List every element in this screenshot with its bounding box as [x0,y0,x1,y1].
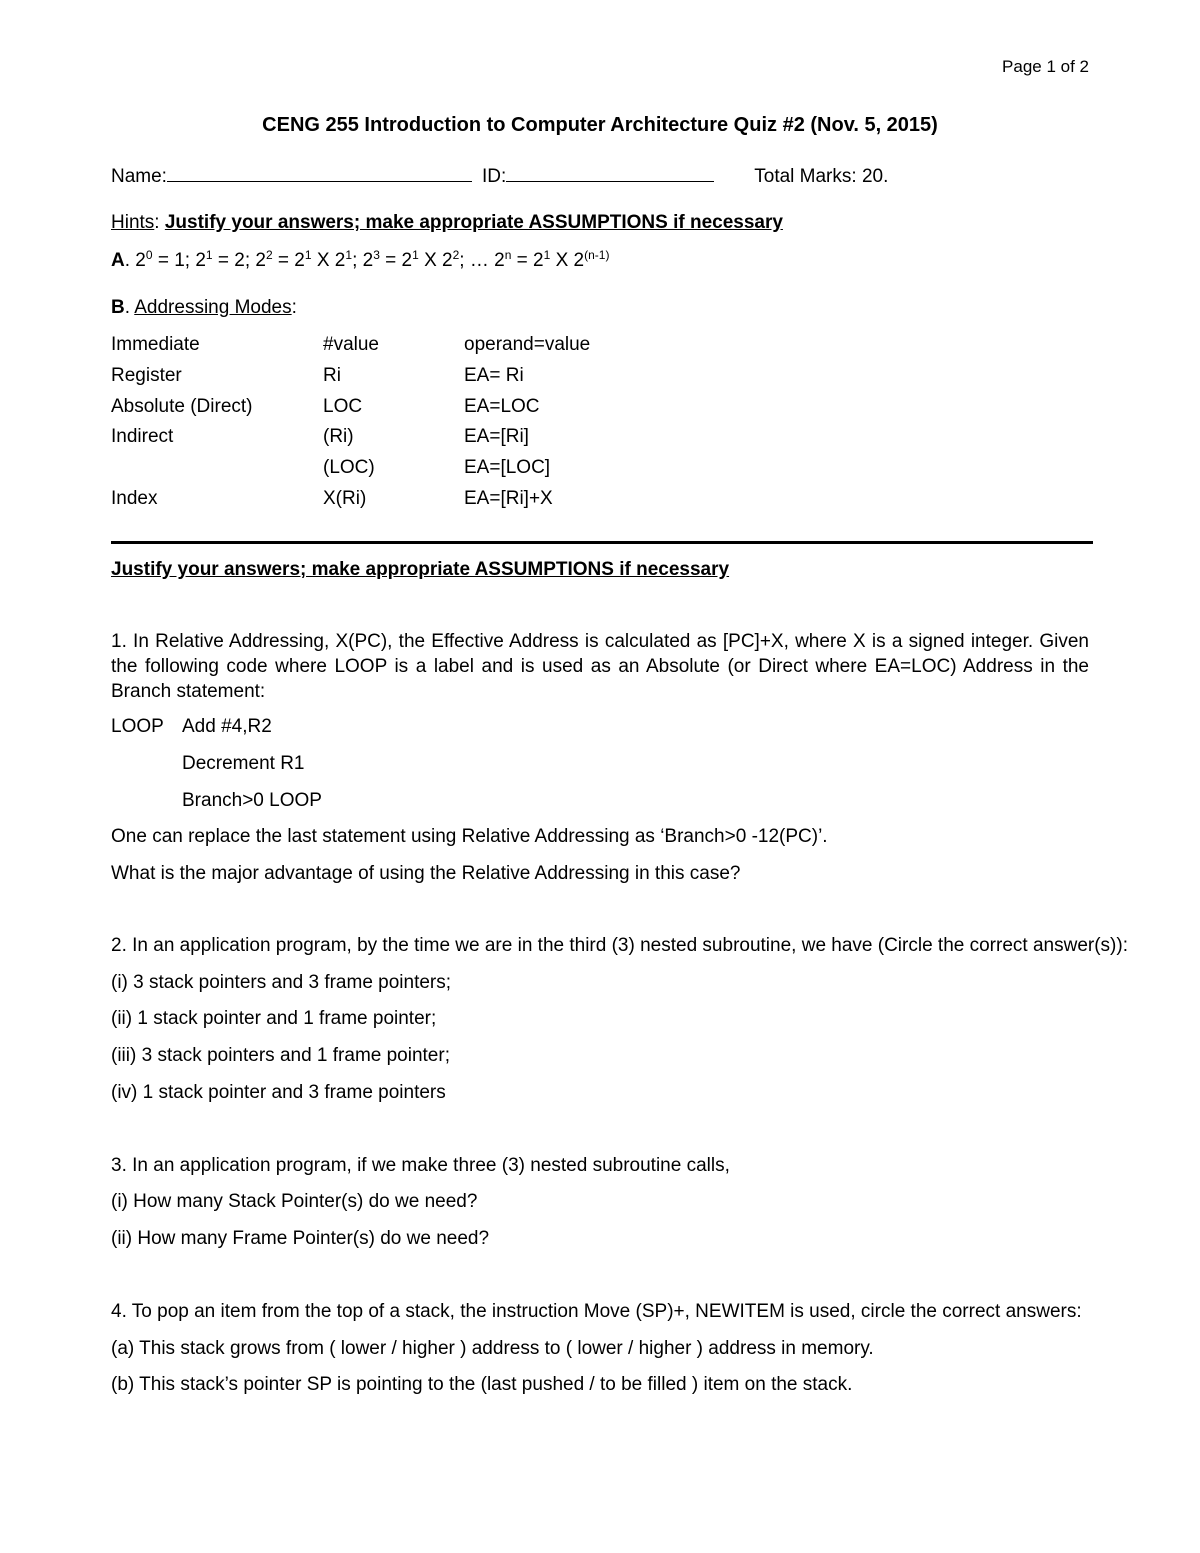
hints-label: Hints [111,212,155,233]
mode-syntax: (LOC) [323,457,375,478]
section-b-heading: B. Addressing Modes: [111,297,297,318]
question-4-part: (a) This stack grows from ( lower / higher ) address to ( lower / higher ) address in memory. [111,1338,874,1359]
page-title: CENG 255 Introduction to Computer Architecture Quiz #2 (Nov. 5, 2015) [262,114,938,136]
total-marks: Total Marks: 20. [754,166,889,187]
code-line [182,753,305,775]
question-2-option: (iv) 1 stack pointer and 3 frame pointers [111,1082,446,1103]
formula-text: ; 2 [352,250,374,271]
question-1-note: One can replace the last statement using Relative Addressing as ‘Branch>0 -12(PC)’. [111,826,828,847]
mode-ea: EA= Ri [464,365,524,386]
code-instruction: Decrement R1 [182,753,305,774]
formula-text: ; … 2 [459,250,505,271]
powers-of-two-line [111,250,609,272]
section-divider [111,541,1093,544]
formula-text: X 2 [418,250,453,271]
mode-ea: EA=LOC [464,396,540,417]
question-4-text: 4. To pop an item from the top of a stack, the instruction Move (SP)+, NEWITEM is used, circle the correct answers: [111,1301,1082,1322]
code-line [182,790,322,812]
exponent: 1 [304,248,312,262]
formula-text: = 2 [379,250,413,271]
mode-syntax: LOC [323,396,363,417]
mode-name: Absolute (Direct) [111,396,253,417]
student-info-line [111,163,888,188]
id-label: ID: [481,166,507,187]
code-line [111,716,272,738]
id-blank [506,163,714,182]
mode-name: Immediate [111,334,200,355]
formula-text: = 2 [511,250,544,271]
code-label: LOOP [111,716,164,737]
name-blank [167,163,472,182]
section-a-letter: A [111,250,125,271]
formula-text: X 2 [550,250,585,271]
code-instruction: Branch>0 LOOP [182,790,322,811]
question-2-text: 2. In an application program, by the time we are in the third (3) nested subroutine, we have (Circle the correct answer(s)): [111,935,1128,956]
mode-syntax: X(Ri) [323,488,367,509]
exponent: (n-1) [584,248,610,262]
mode-name: Indirect [111,426,174,447]
exponent: 1 [205,248,213,262]
exponent: 1 [345,248,353,262]
mode-ea: EA=[LOC] [464,457,551,478]
addressing-modes-title: Addressing Modes [134,297,292,318]
question-1-prompt: What is the major advantage of using the Relative Addressing in this case? [111,863,741,884]
question-2-option: (iii) 3 stack pointers and 1 frame pointer; [111,1045,450,1066]
name-label: Name: [111,166,167,187]
exponent: 2 [452,248,460,262]
mode-syntax: (Ri) [323,426,354,447]
formula-text: = 2; 2 [212,250,266,271]
question-3-part: (i) How many Stack Pointer(s) do we need? [111,1191,478,1212]
exponent: 3 [373,248,380,262]
quiz-page [111,0,1128,1553]
section-b-letter: B [111,297,125,318]
question-1-text: 1. In Relative Addressing, X(PC), the Effective Address is calculated as [PC]+X, where X is a signed integer. Given the following code where LOOP is a label and is used as an Absolute (or Direct where EA=LOC) Address in the Branch statement: [111,631,1089,702]
mode-ea: EA=[Ri]+X [464,488,553,509]
page-number: Page 1 of 2 [1002,57,1089,76]
code-instruction: Add #4,R2 [182,716,272,737]
mode-syntax: Ri [323,365,341,386]
mode-name: Index [111,488,158,509]
exponent: n [504,248,512,262]
instructions-heading: Justify your answers; make appropriate ASSUMPTIONS if necessary [111,559,730,580]
formula-text: X 2 [311,250,346,271]
mode-name: Register [111,365,182,386]
exponent: 1 [412,248,419,262]
formula-text: = 2 [272,250,305,271]
hints-line: Hints: Justify your answers; make appropriate ASSUMPTIONS if necessary [111,212,783,233]
question-2-option: (ii) 1 stack pointer and 1 frame pointer; [111,1008,437,1029]
mode-ea: EA=[Ri] [464,426,529,447]
question-2-option: (i) 3 stack pointers and 3 frame pointers; [111,972,452,993]
mode-ea: operand=value [464,334,591,355]
question-3-part: (ii) How many Frame Pointer(s) do we need? [111,1228,490,1249]
exponent: 2 [265,248,273,262]
question-3-text: 3. In an application program, if we make three (3) nested subroutine calls, [111,1155,730,1176]
exponent: 1 [543,248,551,262]
formula-text: . 2 [124,250,146,271]
formula-text: = 1; 2 [152,250,206,271]
exponent: 0 [145,248,153,262]
question-4-part: (b) This stack’s pointer SP is pointing to the (last pushed / to be filled ) item on the stack. [111,1374,853,1395]
mode-syntax: #value [323,334,379,355]
hints-text: Justify your answers; make appropriate ASSUMPTIONS if necessary [164,212,783,233]
